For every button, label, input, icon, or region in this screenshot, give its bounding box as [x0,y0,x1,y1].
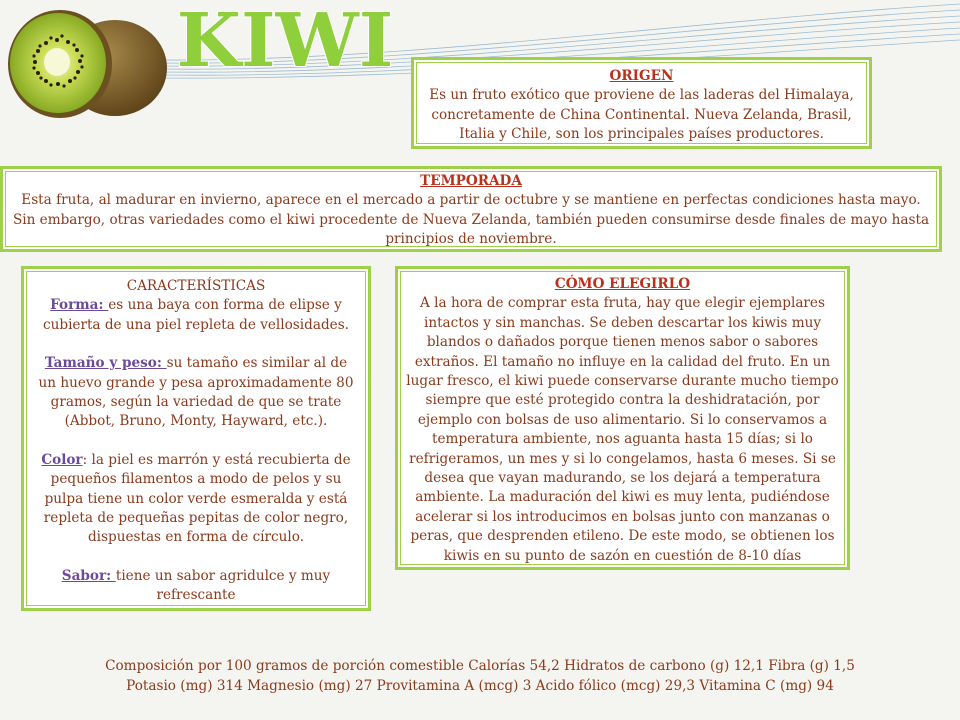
temporada-text: Esta fruta, al madurar en invierno, aparece en el mercado a partir de octubre y se mantiene en perfectas condiciones hasta mayo. Sin embargo, otras variedades como el kiwi procedente de Nueva Zelanda, también pueden consumirse desde finales de mayo hasta principios de noviembre. [12,192,930,248]
color-text: : la piel es marrón y está recubierta de pequeños filamentos a modo de pelos y su pulpa tiene un color verde esmeralda y está repleta de pequeñas pepitas de color negro, dispuestas en forma de círculo. [43,451,351,546]
svg-text:KIWI: KIWI [176,0,394,84]
temporada-heading: TEMPORADA [420,173,522,189]
forma-label: Forma: [50,297,109,314]
tamano-paragraph [34,354,358,432]
temporada-box [0,166,942,252]
sabor-text: tiene un sabor agridulce y muy refrescante [115,567,331,604]
elegir-text: A la hora de comprar esta fruta, hay que elegir ejemplares intactos y sin manchas. Se deben descartar los kiwis muy blandos o dañados porque tienen menos sabor o sabores extraños. El tamaño no influye en la calidad del fruto. En un lugar fresco, el kiwi puede conservarse durante mucho tiempo siempre que esté protegido contra la deshidratación, por ejemplo con bolsas de uso alimentario. Si lo conservamos a temperatura ambiente, nos aguanta hasta 15 días; si lo refrigeramos, un mes y si lo congelamos, hasta 6 meses. Si se desea que vayan madurando, se los dejará a temperatura ambiente. La maduración del kiwi es muy lenta, pudiéndose acelerar si los introducimos en bolsas junto con manzanas o peras, que desprenden etileno. De este modo, se obtienen los kiwis en su punto de sazón en cuestión de 8-10 días [406,295,839,564]
nutrition-line-1: Composición por 100 gramos de porción comestible Calorías 54,2 Hidratos de carbono (g) 12,1 Fibra (g) 1,5 [105,658,855,674]
color-paragraph [34,451,358,548]
forma-text: es una baya con forma de elipse y cubierta de una piel repleta de vellosidades. [43,297,349,333]
sabor-paragraph [34,567,358,606]
nutrition-line-2: Potasio (mg) 314 Magnesio (mg) 27 Provitamina A (mcg) 3 Acido fólico (mcg) 29,3 Vitamina C (mg) 94 [126,678,834,694]
caracteristicas-box [21,266,371,611]
origen-heading: ORIGEN [609,68,674,84]
elegir-heading: CÓMO ELEGIRLO [554,276,691,292]
elegir-box [395,266,850,570]
color-label: Color [41,451,83,468]
origen-box [411,57,872,149]
origen-text: Es un fruto exótico que proviene de las laderas del Himalaya, concretamente de China Continental. Nueva Zelanda, Brasil, Italia y Chile, son los principales países productores. [429,87,854,143]
kiwi-image [0,0,170,125]
caracteristicas-heading: CARACTERÍSTICAS [126,278,266,294]
tamano-text: su tamaño es similar al de un huevo grande y pesa aproximadamente 80 gramos, según la variedad de que se trate (Abbot, Bruno, Monty, Hayward, etc.). [38,355,354,430]
page-title [176,0,394,84]
nutrition-footer [0,656,960,696]
tamano-label: Tamaño y peso: [44,355,167,372]
forma-paragraph [34,296,358,335]
sabor-label: Sabor: [61,567,116,584]
